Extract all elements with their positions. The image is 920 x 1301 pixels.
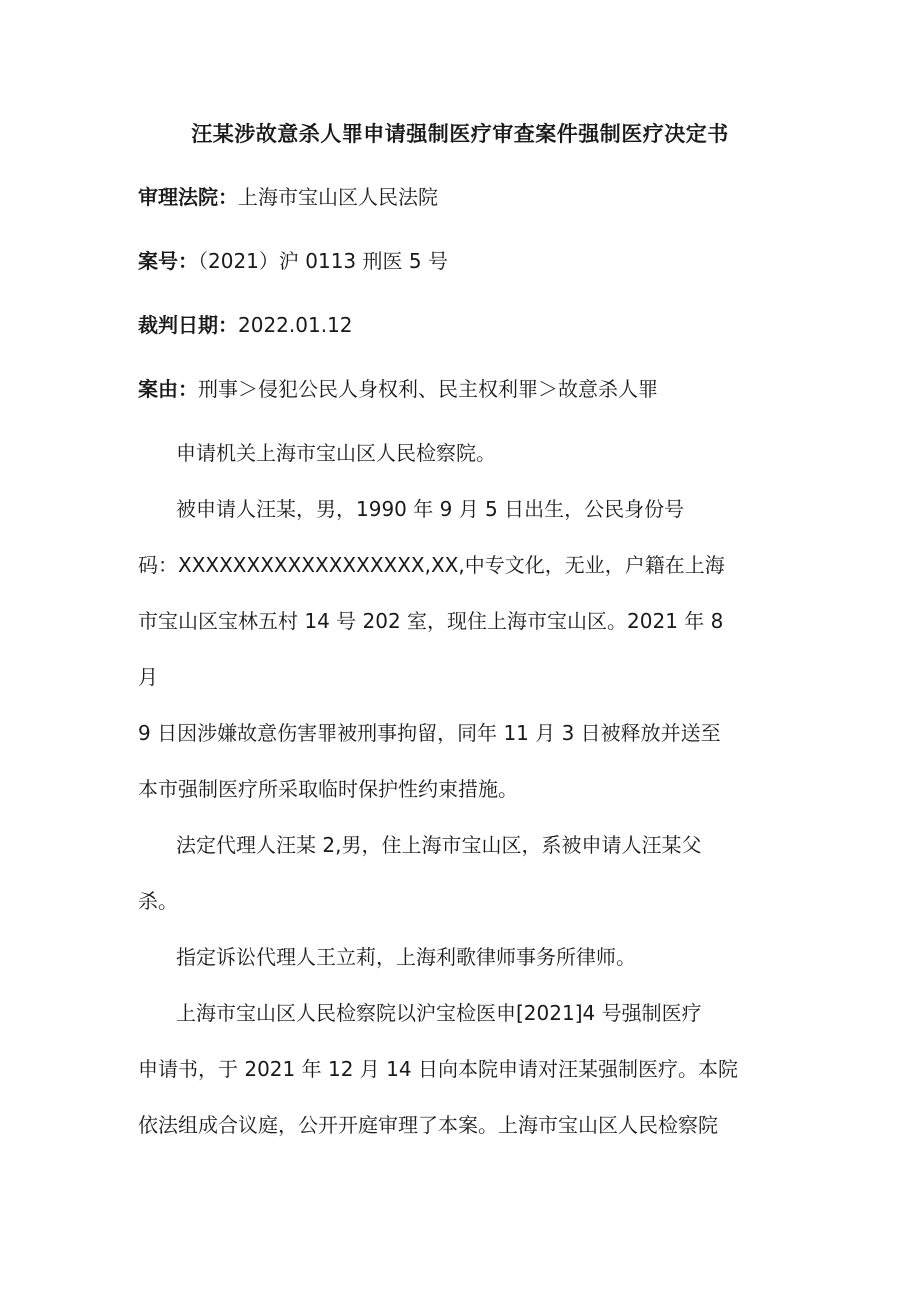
meta-case-number bbox=[138, 246, 448, 276]
body-line: 上海市宝山区人民检察院以沪宝检医申[2021]4 号强制医疗 bbox=[176, 1001, 702, 1025]
body-line: 被申请人汪某，男，1990 年 9 月 5 日出生，公民身份号 bbox=[176, 497, 685, 521]
body-line: 申请书，于 2021 年 12 月 14 日向本院申请对汪某强制医疗。本院 bbox=[138, 1057, 738, 1081]
body-line: 杀。 bbox=[138, 889, 178, 913]
judgment-date-label: 裁判日期： bbox=[138, 313, 238, 337]
cause-value: 刑事＞侵犯公民人身权利、民主权利罪＞故意杀人罪 bbox=[198, 377, 658, 401]
judgment-date-value: 2022.01.12 bbox=[238, 313, 353, 337]
body-line: 本市强制医疗所采取临时保护性约束措施。 bbox=[138, 777, 518, 801]
body-line: 月 bbox=[138, 665, 158, 689]
body-line: 依法组成合议庭，公开开庭审理了本案。上海市宝山区人民检察院 bbox=[138, 1113, 718, 1137]
document-title: 汪某涉故意杀人罪申请强制医疗审查案件强制医疗决定书 bbox=[191, 122, 729, 146]
body-line: 申请机关上海市宝山区人民检察院。 bbox=[176, 441, 496, 465]
meta-judgment-date bbox=[138, 310, 353, 340]
case-number-label: 案号： bbox=[138, 249, 198, 273]
court-value: 上海市宝山区人民法院 bbox=[238, 185, 438, 209]
body-line: 码：XXXXXXXXXXXXXXXXXX,XX,中专文化，无业，户籍在上海 bbox=[138, 553, 725, 577]
body-line: 9 日因涉嫌故意伤害罪被刑事拘留，同年 11 月 3 日被释放并送至 bbox=[138, 721, 721, 745]
body-line: 法定代理人汪某 2,男，住上海市宝山区，系被申请人汪某父 bbox=[176, 833, 702, 857]
case-number-value: （2021）沪 0113 刑医 5 号 bbox=[198, 249, 448, 273]
meta-cause bbox=[138, 374, 658, 404]
meta-court bbox=[138, 182, 438, 212]
body-line: 指定诉讼代理人王立莉，上海利歌律师事务所律师。 bbox=[176, 945, 636, 969]
cause-label: 案由： bbox=[138, 377, 198, 401]
court-label: 审理法院： bbox=[138, 185, 238, 209]
body-line: 市宝山区宝林五村 14 号 202 室，现住上海市宝山区。2021 年 8 bbox=[138, 609, 724, 633]
